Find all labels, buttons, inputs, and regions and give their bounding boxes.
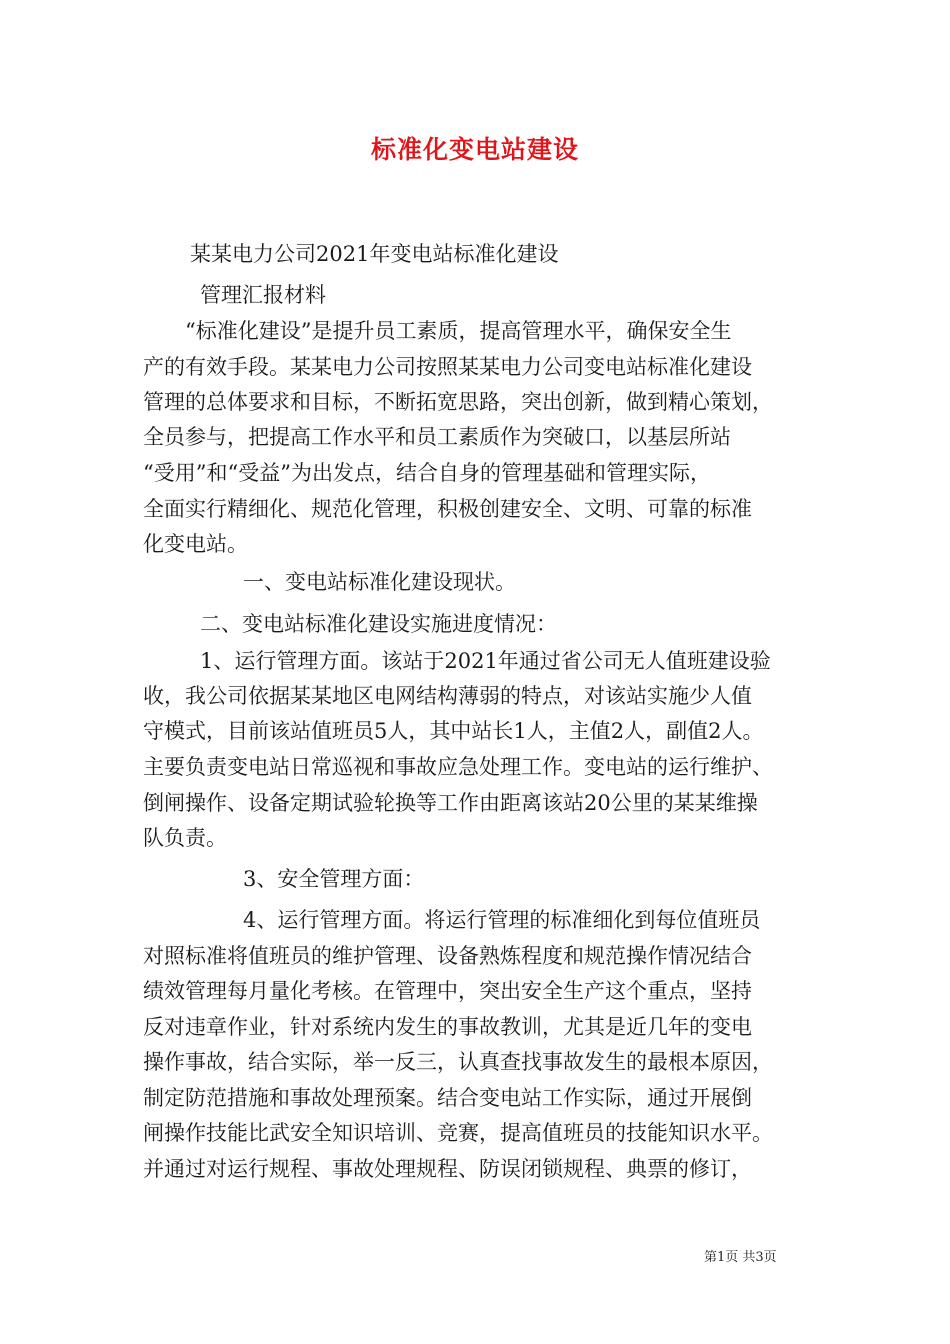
text-line: 倒闸操作、设备定期试验轮换等工作由距离该站20公里的某某维操 [143, 791, 758, 815]
text-line: 操作事故，结合实际，举一反三，认真查找事故发生的最根本原因， [143, 1050, 773, 1074]
text-line: 收，我公司依据某某地区电网结构薄弱的特点，对该站实施少人值 [143, 684, 752, 708]
text-line: “受用”和“受益”为出发点，结合自身的管理基础和管理实际， [143, 461, 711, 485]
text-line: 绩效管理每月量化考核。在管理中，突出安全生产这个重点，坚持 [143, 979, 752, 1003]
text-line: 全员参与，把提高工作水平和员工素质作为突破口，以基层所站 [143, 425, 731, 449]
text-line: 主要负责变电站日常巡视和事故应急处理工作。变电站的运行维护、 [143, 755, 773, 779]
text-line: 并通过对运行规程、事故处理规程、防误闭锁规程、典票的修订， [143, 1157, 752, 1181]
text-line: 某某电力公司2021年变电站标准化建设 [190, 242, 559, 266]
page-number: 第1页 共3页 [704, 1250, 777, 1265]
text-line: 全面实行精细化、规范化管理，积极创建安全、文明、可靠的标准 [143, 497, 752, 521]
text-line: 守模式，目前该站值班员5人，其中站长1人，主值2人，副值2人。 [143, 719, 764, 743]
text-line: 管理汇报材料 [200, 283, 326, 307]
text-line: 管理的总体要求和目标，不断拓宽思路，突出创新，做到精心策划， [143, 390, 773, 414]
text-line: 反对违章作业，针对系统内发生的事故教训，尤其是近几年的变电 [143, 1015, 752, 1039]
text-line: 对照标准将值班员的维护管理、设备熟炼程度和规范操作情况结合 [143, 944, 752, 968]
text-line: “标准化建设”是提升员工素质，提高管理水平，确保安全生 [185, 319, 732, 343]
text-line: 化变电站。 [143, 532, 248, 556]
text-line: 制定防范措施和事故处理预案。结合变电站工作实际，通过开展倒 [143, 1086, 752, 1110]
text-line: 闸操作技能比武安全知识培训、竞赛，提高值班员的技能知识水平。 [143, 1121, 773, 1145]
section-heading: 一、变电站标准化建设现状。 [243, 570, 516, 594]
text-line: 1、运行管理方面。该站于2021年通过省公司无人值班建设验 [200, 649, 771, 673]
text-line: 队负责。 [143, 826, 227, 850]
text-line: 产的有效手段。某某电力公司按照某某电力公司变电站标准化建设 [143, 355, 752, 379]
section-heading: 3、安全管理方面： [243, 867, 425, 891]
document-title: 标准化变电站建设 [370, 135, 579, 164]
section-heading: 二、变电站标准化建设实施进度情况： [200, 612, 557, 636]
text-line: 4、运行管理方面。将运行管理的标准细化到每位值班员 [243, 908, 761, 932]
